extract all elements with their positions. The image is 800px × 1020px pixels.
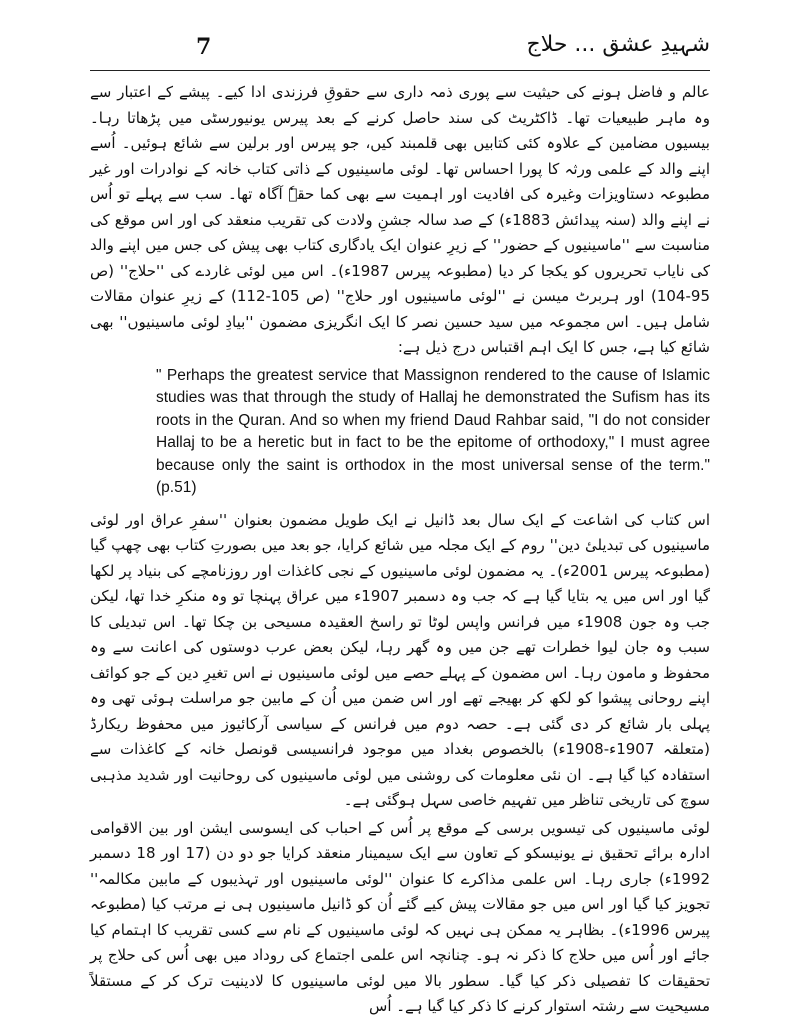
paragraph-2: اس کتاب کی اشاعت کے ایک سال بعد ڈانیل نے ایک طویل مضمون بعنوان ''سفرِ عراق اور لوئی ماسینیوں کی تبدیلیٔ دین'' روم کے ایک مجلہ میں شائع کرایا، جو بعد میں بصورتِ کتاب بھی چھپ گیا (مطبوعہ پیرس 2001ء)۔ یہ مضمون لوئی ماسینیوں کے نجی کاغذات اور روزنامچے کی بنیاد پر لکھا گیا اور اس میں یہ بتایا گیا ہے کہ جب وہ دسمبر 1907ء میں عراق پہنچا تو وہ منکرِ خدا تھا، لیکن جب وہ جون 1908ء میں فرانس واپس لوٹا تو راسخ العقیدہ مسیحی بن چکا تھا۔ اس تبدیلی کا سبب وہ جان لیوا خطرات تھے جن میں وہ گھر رہا، لیکن بعض عرب دوستوں کی اعانت سے وہ محفوظ و مامون رہا۔ اس مضمون کے پہلے حصے میں لوئی ماسینیوں نے اس تغیرِ دین کے جو کوائف اپنے روحانی پیشوا کو لکھ کر بھیجے تھے اور اس ضمن میں اُن کے مابین جو مراسلت ہوئی تھی وہ پہلی بار شائع کر دی گئی ہے۔ حصہ دوم میں فرانس کے سیاسی آرکائیوز میں محفوظ ریکارڈ (متعلقہ 1907ء-1908ء) بالخصوص بغداد میں موجود فرانسیسی قونصل خانہ کے کاغذات سے استفادہ کیا گیا ہے۔ ان نئی معلومات کی روشنی میں لوئی ماسینیوں کی روحانیت اور شدید مذہبی سوچ کی تاریخی تناظر میں تفہیم خاصی سہل ہوگئی ہے۔ <box>90 510 711 809</box>
page-body <box>90 80 710 1020</box>
english-quote: " Perhaps the greatest service that Massignon rendered to the cause of Islamic studies was that through the study of Hallaj he demonstrated the Sufism has its roots in the Quran. And so when my friend Daud Rahbar said, "I do not consider Hallaj to be a heretic but in fact to be the epitome of orthodoxy," I must agree because only the saint is orthodox in the most universal sense of the term." (p.51) <box>156 366 710 496</box>
page-number: 7 <box>196 34 212 60</box>
header-rule <box>90 70 710 71</box>
page-header <box>90 30 710 70</box>
paragraph-1: عالم و فاضل ہونے کی حیثیت سے پوری ذمہ داری سے حقوقِ فرزندی ادا کیے۔ پیشے کے اعتبار سے وہ ماہر طبیعیات تھا۔ ڈاکٹریٹ کی سند حاصل کرنے کے بعد پیرس یونیورسٹی میں پڑھاتا رہا۔ بیسیوں مضامین کے علاوہ کئی کتابیں بھی قلمبند کیں، جو پیرس اور برلین سے شائع ہوئیں۔ اُسے اپنے والد کے علمی ورثہ کا پورا احساس تھا۔ لوئی ماسینیوں کے ذاتی کتاب خانہ کے نوادرات اور غیر مطبوعہ دستاویزات وغیرہ کی افادیت اور اہمیت سے بھی کما حقہٗ آگاہ تھا۔ سب سے پہلے تو اُس نے اپنے والد (سنہ پیدائش 1883ء) کے صد سالہ جشنِ ولادت کی تقریب منعقد کی اور اس موقع کی مناسبت سے ''ماسینیوں کے حضور'' کے زیرِ عنوان ایک یادگاری کتاب بھی پیش کی جس میں اپنے والد کی نایاب تحریروں کو یکجا کر دیا (مطبوعہ پیرس 1987ء)۔ اس میں لوئی غاردے کی ''حلاج'' (ص 95-104) اور ہربرٹ میسن نے ''لوئی ماسینیوں اور حلاج'' (ص 105-112) کے زیرِ عنوان مقالات شامل ہیں۔ اس مجموعہ میں سید حسین نصر کا ایک انگریزی مضمون ''بیادِ لوئی ماسینیوں'' بھی شائع کیا ہے، جس کا ایک اہم اقتباس درج ذیل ہے: <box>90 83 710 356</box>
paragraph-3: لوئی ماسینیوں کی تیسویں برسی کے موقع پر اُس کے احباب کی ایسوسی ایشن اور بین الاقوامی ادارہ برائے تحقیق نے یونیسکو کے تعاون سے ایک سیمینار منعقد کرایا جو دو دن (17 اور 18 دسمبر 1992ء) جاری رہا۔ اس علمی مذاکرے کا عنوان ''لوئی ماسینیوں اور تہذیبوں کے مابین مکالمہ'' تجویز کیا گیا اور اس میں جو مقالات پیش کیے گئے اُن کو ڈانیل ماسینیوں ہی نے مرتب کیا (مطبوعہ پیرس 1996ء)۔ بظاہر یہ ممکن ہی نہیں کہ لوئی ماسینیوں کے نام سے کسی تقریب کا اہتمام کیا جائے اور اُس میں حلاج کا ذکر نہ ہو۔ چنانچہ اس علمی اجتماع کی روداد میں بھی اُس کی حلاج پر تحقیقات کا تفصیلی ذکر کیا گیا۔ سطور بالا میں لوئی ماسینیوں کا لادینیت ترک کر کے مستقلاً مسیحیت سے رشتہ استوار کرنے کا ذکر کیا گیا ہے۔ اُس <box>90 818 710 1015</box>
running-title: شہیدِ عشق ... حلاج <box>526 32 710 57</box>
